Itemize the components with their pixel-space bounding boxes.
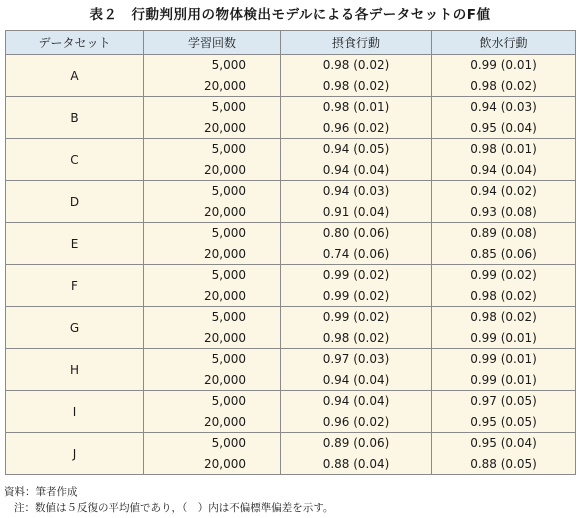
drinking-fvalue-cell: 0.94 (0.02) [432,181,576,202]
training-count-cell: 20,000 [144,370,281,391]
feeding-fvalue-cell: 0.94 (0.04) [281,370,432,391]
header-row [6,31,576,55]
table-row [6,349,576,370]
f-value-table [5,30,576,475]
training-count-cell: 20,000 [144,412,281,433]
training-count-cell: 20,000 [144,286,281,307]
feeding-fvalue-cell: 0.99 (0.02) [281,265,432,286]
training-count-cell: 5,000 [144,307,281,328]
table-body [6,55,576,475]
dataset-cell: E [6,223,144,265]
training-count-cell: 20,000 [144,328,281,349]
feeding-fvalue-cell: 0.89 (0.06) [281,433,432,454]
training-count-cell: 5,000 [144,139,281,160]
table-row [6,139,576,160]
dataset-cell: A [6,55,144,97]
drinking-fvalue-cell: 0.94 (0.04) [432,160,576,181]
feeding-fvalue-cell: 0.94 (0.04) [281,160,432,181]
header-training-count: 学習回数 [144,31,281,55]
dataset-cell: G [6,307,144,349]
dataset-cell: H [6,349,144,391]
table-row [6,97,576,118]
feeding-fvalue-cell: 0.80 (0.06) [281,223,432,244]
drinking-fvalue-cell: 0.98 (0.02) [432,286,576,307]
feeding-fvalue-cell: 0.99 (0.02) [281,307,432,328]
training-count-cell: 5,000 [144,55,281,76]
dataset-cell: F [6,265,144,307]
drinking-fvalue-cell: 0.99 (0.02) [432,265,576,286]
header-drinking: 飲水行動 [432,31,576,55]
drinking-fvalue-cell: 0.98 (0.02) [432,307,576,328]
training-count-cell: 5,000 [144,349,281,370]
table-header [6,31,576,55]
training-count-cell: 5,000 [144,223,281,244]
training-count-cell: 20,000 [144,160,281,181]
training-count-cell: 20,000 [144,76,281,97]
drinking-fvalue-cell: 0.95 (0.04) [432,118,576,139]
table-row [6,223,576,244]
drinking-fvalue-cell: 0.95 (0.05) [432,412,576,433]
drinking-fvalue-cell: 0.89 (0.08) [432,223,576,244]
feeding-fvalue-cell: 0.91 (0.04) [281,202,432,223]
training-count-cell: 5,000 [144,265,281,286]
drinking-fvalue-cell: 0.94 (0.03) [432,97,576,118]
training-count-cell: 20,000 [144,454,281,475]
header-feeding: 摂食行動 [281,31,432,55]
dataset-cell: C [6,139,144,181]
drinking-fvalue-cell: 0.97 (0.05) [432,391,576,412]
drinking-fvalue-cell: 0.99 (0.01) [432,349,576,370]
training-count-cell: 5,000 [144,433,281,454]
drinking-fvalue-cell: 0.99 (0.01) [432,370,576,391]
drinking-fvalue-cell: 0.88 (0.05) [432,454,576,475]
feeding-fvalue-cell: 0.94 (0.04) [281,391,432,412]
header-dataset: データセット [6,31,144,55]
feeding-fvalue-cell: 0.96 (0.02) [281,412,432,433]
feeding-fvalue-cell: 0.94 (0.03) [281,181,432,202]
drinking-fvalue-cell: 0.99 (0.01) [432,328,576,349]
table-row [6,181,576,202]
table-row [6,307,576,328]
training-count-cell: 5,000 [144,391,281,412]
feeding-fvalue-cell: 0.94 (0.05) [281,139,432,160]
drinking-fvalue-cell: 0.93 (0.08) [432,202,576,223]
feeding-fvalue-cell: 0.99 (0.02) [281,286,432,307]
source-note: 資料：筆者作成 [4,486,78,498]
drinking-fvalue-cell: 0.98 (0.01) [432,139,576,160]
feeding-fvalue-cell: 0.74 (0.06) [281,244,432,265]
table-title: 表２ 行動判別用の物体検出モデルによる各データセットのF値 [89,7,491,23]
dataset-cell: J [6,433,144,475]
table-row [6,265,576,286]
table-row [6,391,576,412]
table-notes [4,484,333,516]
footnote: 注：数値は５反復の平均値であり，（ ）内は不偏標準偏差を示す。 [14,502,334,514]
training-count-cell: 20,000 [144,118,281,139]
training-count-cell: 5,000 [144,181,281,202]
table-row [6,55,576,76]
drinking-fvalue-cell: 0.99 (0.01) [432,55,576,76]
feeding-fvalue-cell: 0.97 (0.03) [281,349,432,370]
feeding-fvalue-cell: 0.98 (0.02) [281,55,432,76]
training-count-cell: 5,000 [144,97,281,118]
drinking-fvalue-cell: 0.95 (0.04) [432,433,576,454]
training-count-cell: 20,000 [144,244,281,265]
dataset-cell: I [6,391,144,433]
feeding-fvalue-cell: 0.98 (0.01) [281,97,432,118]
dataset-cell: D [6,181,144,223]
feeding-fvalue-cell: 0.88 (0.04) [281,454,432,475]
dataset-cell: B [6,97,144,139]
feeding-fvalue-cell: 0.96 (0.02) [281,118,432,139]
drinking-fvalue-cell: 0.85 (0.06) [432,244,576,265]
table-row [6,433,576,454]
drinking-fvalue-cell: 0.98 (0.02) [432,76,576,97]
feeding-fvalue-cell: 0.98 (0.02) [281,328,432,349]
training-count-cell: 20,000 [144,202,281,223]
feeding-fvalue-cell: 0.98 (0.02) [281,76,432,97]
